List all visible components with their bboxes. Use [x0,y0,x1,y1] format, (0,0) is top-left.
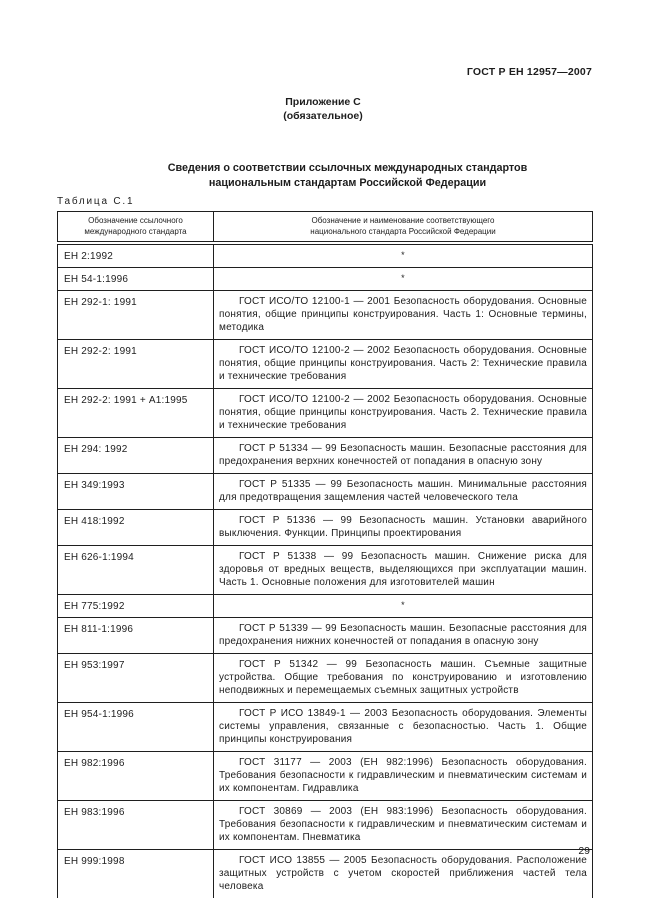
document-code: ГОСТ Р ЕН 12957—2007 [466,66,592,78]
reference-standard-cell: ЕН 982:1996 [58,752,214,801]
reference-standard-cell: ЕН 54-1:1996 [58,268,214,291]
table-row [58,618,593,654]
national-standard-cell: ГОСТ Р ИСО 13849-1 — 2003 Безопасность оборудования. Элементы системы управления, связанные с безопасностью. Часть 1. Общие принципы конструирования [214,703,593,752]
national-standard-cell: ГОСТ Р 51335 — 99 Безопасность машин. Минимальные расстояния для предотвращения защемления частей человеческого тела [214,474,593,510]
reference-standard-cell: ЕН 292-2: 1991 + А1:1995 [58,389,214,438]
reference-standard-cell: ЕН 954-1:1996 [58,703,214,752]
national-standard-cell: ГОСТ ИСО/ТО 12100-1 — 2001 Безопасность оборудования. Основные понятия, общие принципы конструирования. Часть 1: Основные термины, методика [214,291,593,340]
table-row [58,268,593,291]
page-number: 29 [578,845,590,857]
national-standard-cell: ГОСТ ИСО 13855 — 2005 Безопасность оборудования. Расположение защитных устройств с учетом скоростей приближения частей тела человека [219,855,587,892]
standards-correspondence-table [57,211,593,898]
table-row [58,546,593,595]
national-standard-cell: ГОСТ 31177 — 2003 (ЕН 982:1996) Безопасность оборудования. Требования безопасности к гидравлическим и пневматическим системам и их компонентам. Гидравлика [214,752,593,801]
reference-standard-cell: ЕН 953:1997 [58,654,214,703]
col-header-reference-line2: международного стандарта [84,226,187,236]
national-standard-cell: ГОСТ Р 51339 — 99 Безопасность машин. Безопасные расстояния для предохранения нижних конечностей от попадания в опасную зону [214,618,593,654]
national-standard-cell: ГОСТ Р 51334 — 99 Безопасность машин. Безопасные расстояния для предохранения верхних конечностей от попадания в опасную зону [214,438,593,474]
reference-standard-cell: ЕН 775:1992 [58,595,214,618]
national-standard-cell: ГОСТ Р 51342 — 99 Безопасность машин. Съемные защитные устройства. Общие требования по конструированию и изготовлению неподвижных и перемещаемых съемных защитных устройств [214,654,593,703]
table-body [58,243,593,898]
table-row [58,850,593,899]
table-row [58,438,593,474]
national-standard-cell: ГОСТ ИСО/ТО 12100-2 — 2002 Безопасность оборудования. Основные понятия, общие принципы конструирования. Часть 2: Технические правила и технические требования [214,340,593,389]
section-title-line1: Сведения о соответствии ссылочных международных стандартов [167,162,528,174]
national-standard-cell: * [214,268,593,291]
table-row [58,474,593,510]
reference-standard-cell: ЕН 626-1:1994 [58,546,214,595]
reference-standard-cell: ЕН 349:1993 [58,474,214,510]
table-row [58,654,593,703]
table-row [58,340,593,389]
appendix-heading [0,95,646,123]
col-header-reference-line1: Обозначение ссылочного [88,216,183,225]
section-title [50,161,645,190]
col-header-national-line1: Обозначение и наименование соответствующего [311,216,495,225]
national-standard-cell: ГОСТ ИСО/ТО 12100-2 — 2002 Безопасность оборудования. Основные понятия, общие принципы конструирования. Часть 2. Технические правила и технические требования [214,389,593,438]
national-standard-cell: * [214,243,593,268]
appendix-title: Приложение С [285,96,361,108]
reference-standard-cell: ЕН 2:1992 [58,243,214,268]
table-row [58,243,593,268]
national-standard-cell: ГОСТ Р 51336 — 99 Безопасность машин. Установки аварийного выключения. Функции. Принципы проектирования [214,510,593,546]
reference-standard-cell: ЕН 999:1998 [58,850,214,899]
table-row [58,291,593,340]
table-row [58,752,593,801]
reference-standard-cell: ЕН 292-1: 1991 [58,291,214,340]
table-label: Таблица С.1 [57,196,135,207]
table-row [58,510,593,546]
section-title-line2: национальным стандартам Российской Федерации [208,176,487,189]
col-header-national-standard [214,212,593,244]
reference-standard-cell: ЕН 811-1:1996 [58,618,214,654]
national-standard-cell: ГОСТ Р 51338 — 99 Безопасность машин. Снижение риска для здоровья от вредных веществ, выделяющихся при эксплуатации машин. Часть 1. Основные положения для изготовителей машин [214,546,593,595]
national-standard-cell: ГОСТ 30869 — 2003 (ЕН 983:1996) Безопасность оборудования. Требования безопасности к гидравлическим и пневматическим системам и их компонентам. Пневматика [214,801,593,850]
national-standard-cell: * [214,595,593,618]
table-row [58,595,593,618]
table-header [58,212,593,244]
reference-standard-cell: ЕН 983:1996 [58,801,214,850]
reference-standard-cell: ЕН 418:1992 [58,510,214,546]
appendix-subtitle: (обязательное) [283,110,363,122]
table-row [58,801,593,850]
table-header-row [58,212,593,244]
table-row [58,703,593,752]
col-header-reference-standard [58,212,214,244]
reference-standard-cell: ЕН 292-2: 1991 [58,340,214,389]
col-header-national-line2: национального стандарта Российской Федерации [310,226,496,236]
table-row [58,389,593,438]
reference-standard-cell: ЕН 294: 1992 [58,438,214,474]
